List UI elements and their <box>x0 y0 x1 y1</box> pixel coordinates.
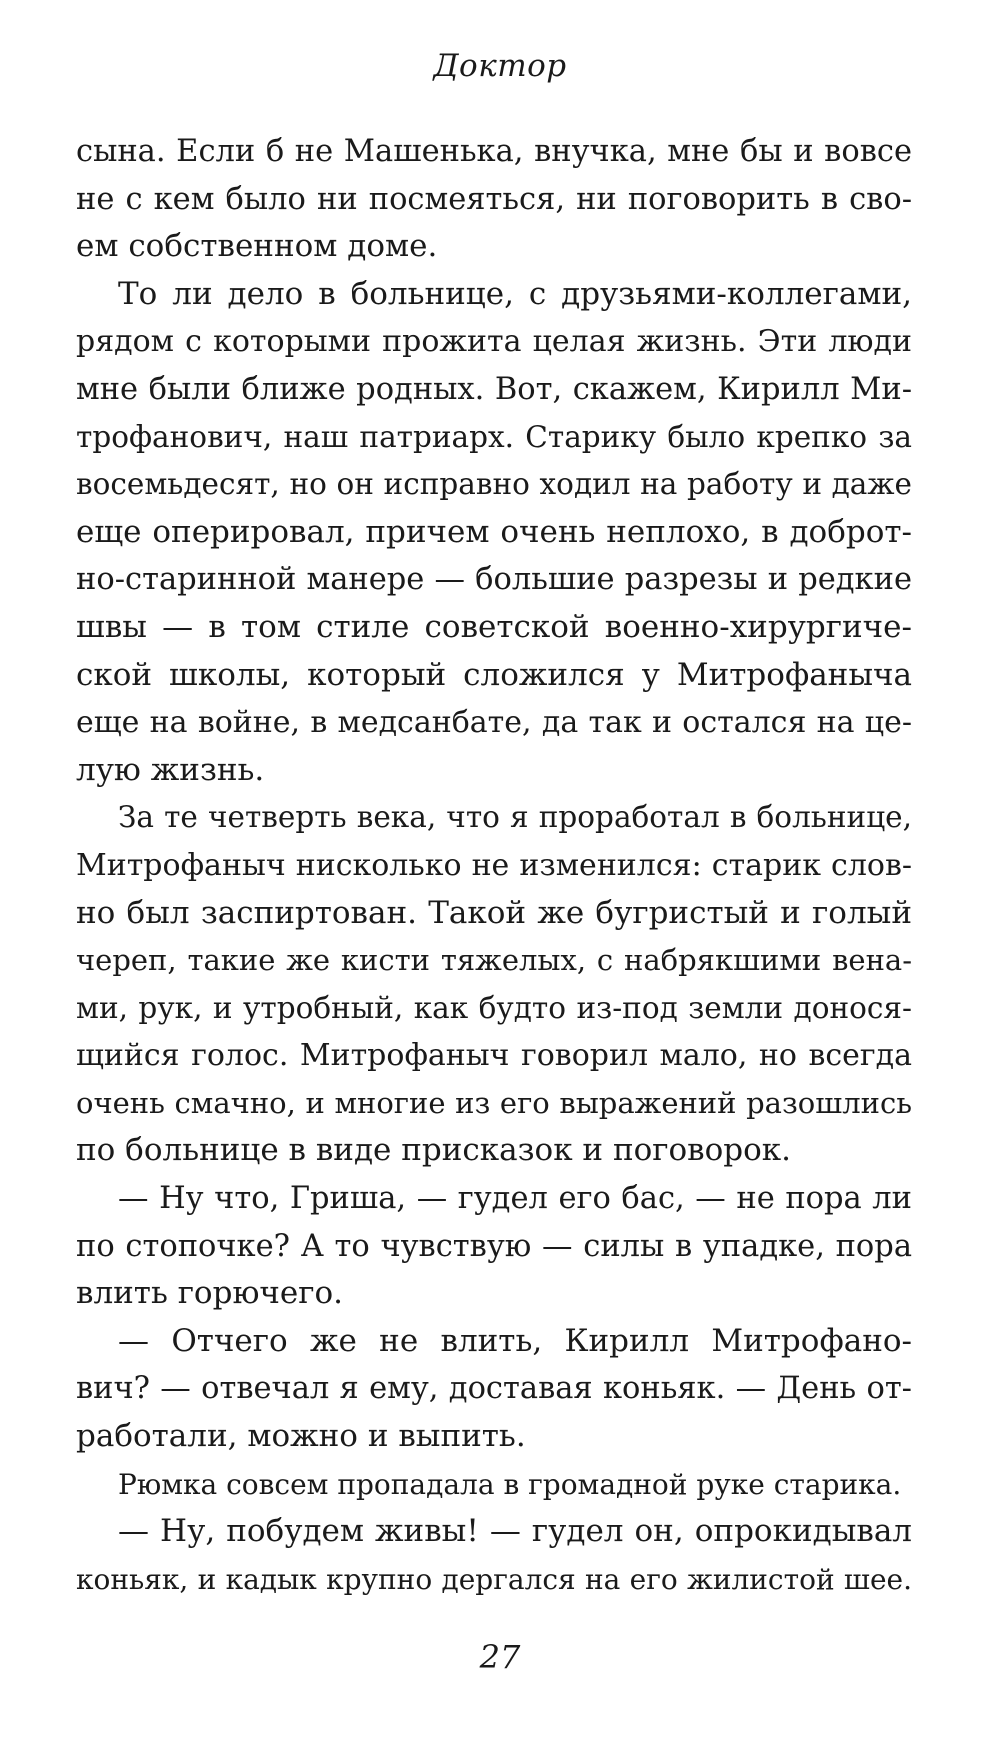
text-line: — Ну что, Гриша, — гудел его бас, — не пора ли <box>118 1181 912 1217</box>
text-line: по стопочке? А то чувствую — силы в упадке, пора <box>76 1228 912 1264</box>
text-line: по больнице в виде присказок и поговорок. <box>76 1132 792 1169</box>
text-line: работали, можно и выпить. <box>76 1418 526 1455</box>
text-line: То ли дело в больнице, с друзьями-коллегами, <box>118 275 912 312</box>
page-number: 27 <box>479 1638 521 1676</box>
text-line: Рюмка совсем пропадала в громадной руке старика. <box>118 1467 902 1501</box>
text-line: еще на войне, в медсанбате, да так и остался на це- <box>76 705 912 741</box>
text-line: За те четверть века, что я проработал в больнице, <box>118 800 912 835</box>
text-line: восемьдесят, но он исправно ходил на работу и даже <box>76 467 912 502</box>
text-line: череп, такие же кисти тяжелых, с набрякшими вена- <box>76 943 912 978</box>
text-line: лую жизнь. <box>76 751 265 788</box>
text-line: очень смачно, и многие из его выражений разошлись <box>76 1085 912 1120</box>
text-line: ем собственном доме. <box>76 228 438 265</box>
text-line: мне были ближе родных. Вот, скажем, Кирилл Ми- <box>76 371 912 407</box>
text-line: коньяк, и кадык крупно дергался на его жилистой шее. <box>76 1562 912 1596</box>
text-line: но-старинной манере — большие разрезы и редкие <box>76 562 912 598</box>
text-line: ской школы, который сложился у Митрофаныча <box>76 656 912 693</box>
text-line: вич? — отвечал я ему, доставая коньяк. — День от- <box>76 1371 912 1407</box>
text-line: швы — в том стиле советской военно-хирургиче- <box>76 608 912 645</box>
text-line: еще оперировал, причем очень неплохо, в доброт- <box>76 513 912 550</box>
text-line: Митрофаныч нисколько не изменился: старик слов- <box>76 847 912 883</box>
running-head: Доктор <box>433 48 567 84</box>
text-line: сына. Если б не Машенька, внучка, мне бы и вовсе <box>76 134 912 169</box>
text-line: щийся голос. Митрофаныч говорил мало, но всегда <box>76 1038 912 1074</box>
text-line: трофанович, наш патриарх. Старику было крепко за <box>76 419 912 454</box>
body-text <box>76 128 912 1603</box>
text-line: но был заспиртован. Такой же бугристый и голый <box>76 894 912 931</box>
text-line: рядом с которыми прожита целая жизнь. Эти люди <box>76 324 912 360</box>
text-line: — Ну, побудем живы! — гудел он, опрокидывал <box>118 1513 912 1550</box>
text-line: влить горючего. <box>76 1275 344 1312</box>
text-line: — Отчего же не влить, Кирилл Митрофано- <box>118 1322 912 1359</box>
text-line: ми, рук, и утробный, как будто из-под земли донося- <box>76 990 912 1025</box>
text-line: не с кем было ни посмеяться, ни поговорить в сво- <box>76 181 912 217</box>
